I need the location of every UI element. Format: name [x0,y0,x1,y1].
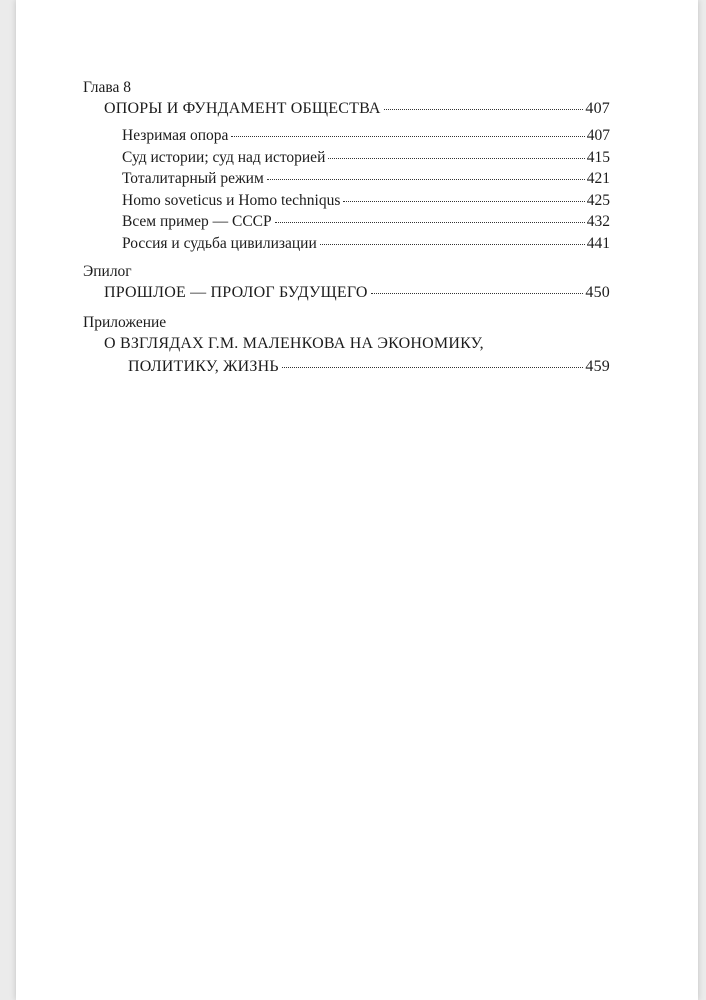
toc-entry-title: Суд истории; суд над историей [122,148,326,166]
dot-leader [343,201,584,202]
toc-group-label: Глава 8 [83,79,132,96]
toc-entry-title: ПОЛИТИКУ, ЖИЗНЬ [128,358,279,375]
dot-leader [231,136,584,137]
toc-main-entry [83,97,610,121]
toc-main-entry [83,355,610,379]
toc-sub-entry [83,125,610,147]
document-page [16,0,698,1000]
toc-entry-page: 459 [585,358,610,375]
table-of-contents [83,78,610,379]
toc-entry-title: Тоталитарный режим [122,170,264,187]
toc-sub-entry [83,190,610,212]
toc-entry-page: 441 [586,234,610,252]
toc-main-entry [83,281,610,305]
toc-entry-page: 425 [586,191,610,209]
toc-sub-entry [83,168,610,190]
toc-group-chapter-8 [83,78,610,254]
toc-entry-page: 450 [585,284,610,301]
toc-group-appendix [83,313,610,379]
toc-entry-page: 415 [586,148,610,166]
toc-sub-entry [83,211,610,233]
dot-leader [267,179,585,180]
dot-leader [282,367,584,368]
toc-group-epilogue [83,262,610,305]
toc-group-label: Приложение [83,314,167,331]
toc-main-entry-line1: О ВЗГЛЯДАХ Г.М. МАЛЕНКОВА НА ЭКОНОМИКУ, [104,335,484,352]
toc-sub-entry [83,147,610,169]
toc-entry-title: Всем пример — СССР [122,213,272,230]
toc-entry-title: Незримая опора [122,127,229,144]
toc-entry-page: 421 [586,170,610,187]
toc-sub-entry [83,233,610,255]
toc-entry-title: ОПОРЫ И ФУНДАМЕНТ ОБЩЕСТВА [104,100,381,117]
dot-leader [320,244,585,245]
toc-entry-page: 407 [586,127,610,144]
toc-entry-page: 407 [585,100,610,117]
dot-leader [384,109,584,110]
toc-entry-title: Homo soveticus и Homo technіqus [122,191,341,209]
dot-leader [275,222,585,223]
toc-entry-title: Россия и судьба цивилизации [122,234,317,252]
dot-leader [328,158,584,159]
toc-group-label: Эпилог [83,263,132,280]
dot-leader [371,293,584,294]
toc-entry-title: ПРОШЛОЕ — ПРОЛОГ БУДУЩЕГО [104,284,368,301]
toc-entry-page: 432 [586,213,610,230]
